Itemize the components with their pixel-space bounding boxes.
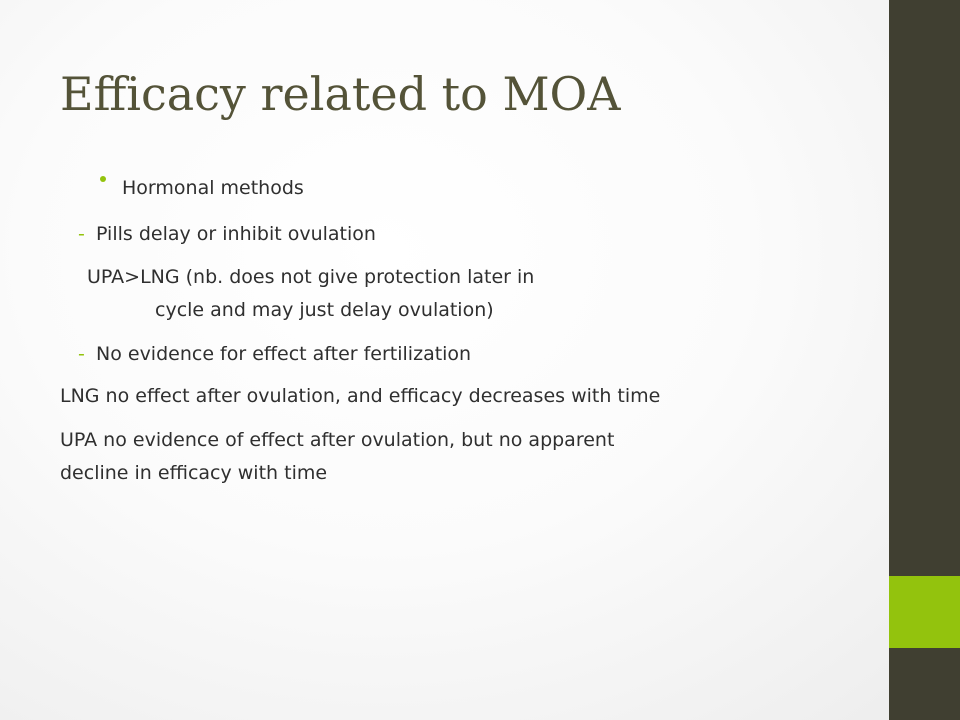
- note-line-1: UPA>LNG (nb. does not give protection later in: [87, 266, 535, 288]
- bullet-dot-icon: [100, 176, 106, 182]
- sub-bullet-no-evidence: No evidence for effect after fertilization: [96, 343, 472, 365]
- slide-title: Efficacy related to MOA: [60, 67, 621, 121]
- dash-bullet-icon: -: [78, 343, 85, 365]
- paragraph-lng: LNG no effect after ovulation, and efficacy decreases with time: [60, 385, 661, 407]
- paragraph-upa-line-2: decline in efficacy with time: [60, 462, 328, 484]
- sidebar-accent-block: [889, 576, 960, 648]
- note-line-2: cycle and may just delay ovulation): [155, 299, 494, 321]
- dash-bullet-icon: -: [78, 223, 85, 245]
- bullet-hormonal-methods: Hormonal methods: [122, 177, 304, 199]
- paragraph-upa-line-1: UPA no evidence of effect after ovulation, but no apparent: [60, 429, 615, 451]
- sub-bullet-pills: Pills delay or inhibit ovulation: [96, 223, 376, 245]
